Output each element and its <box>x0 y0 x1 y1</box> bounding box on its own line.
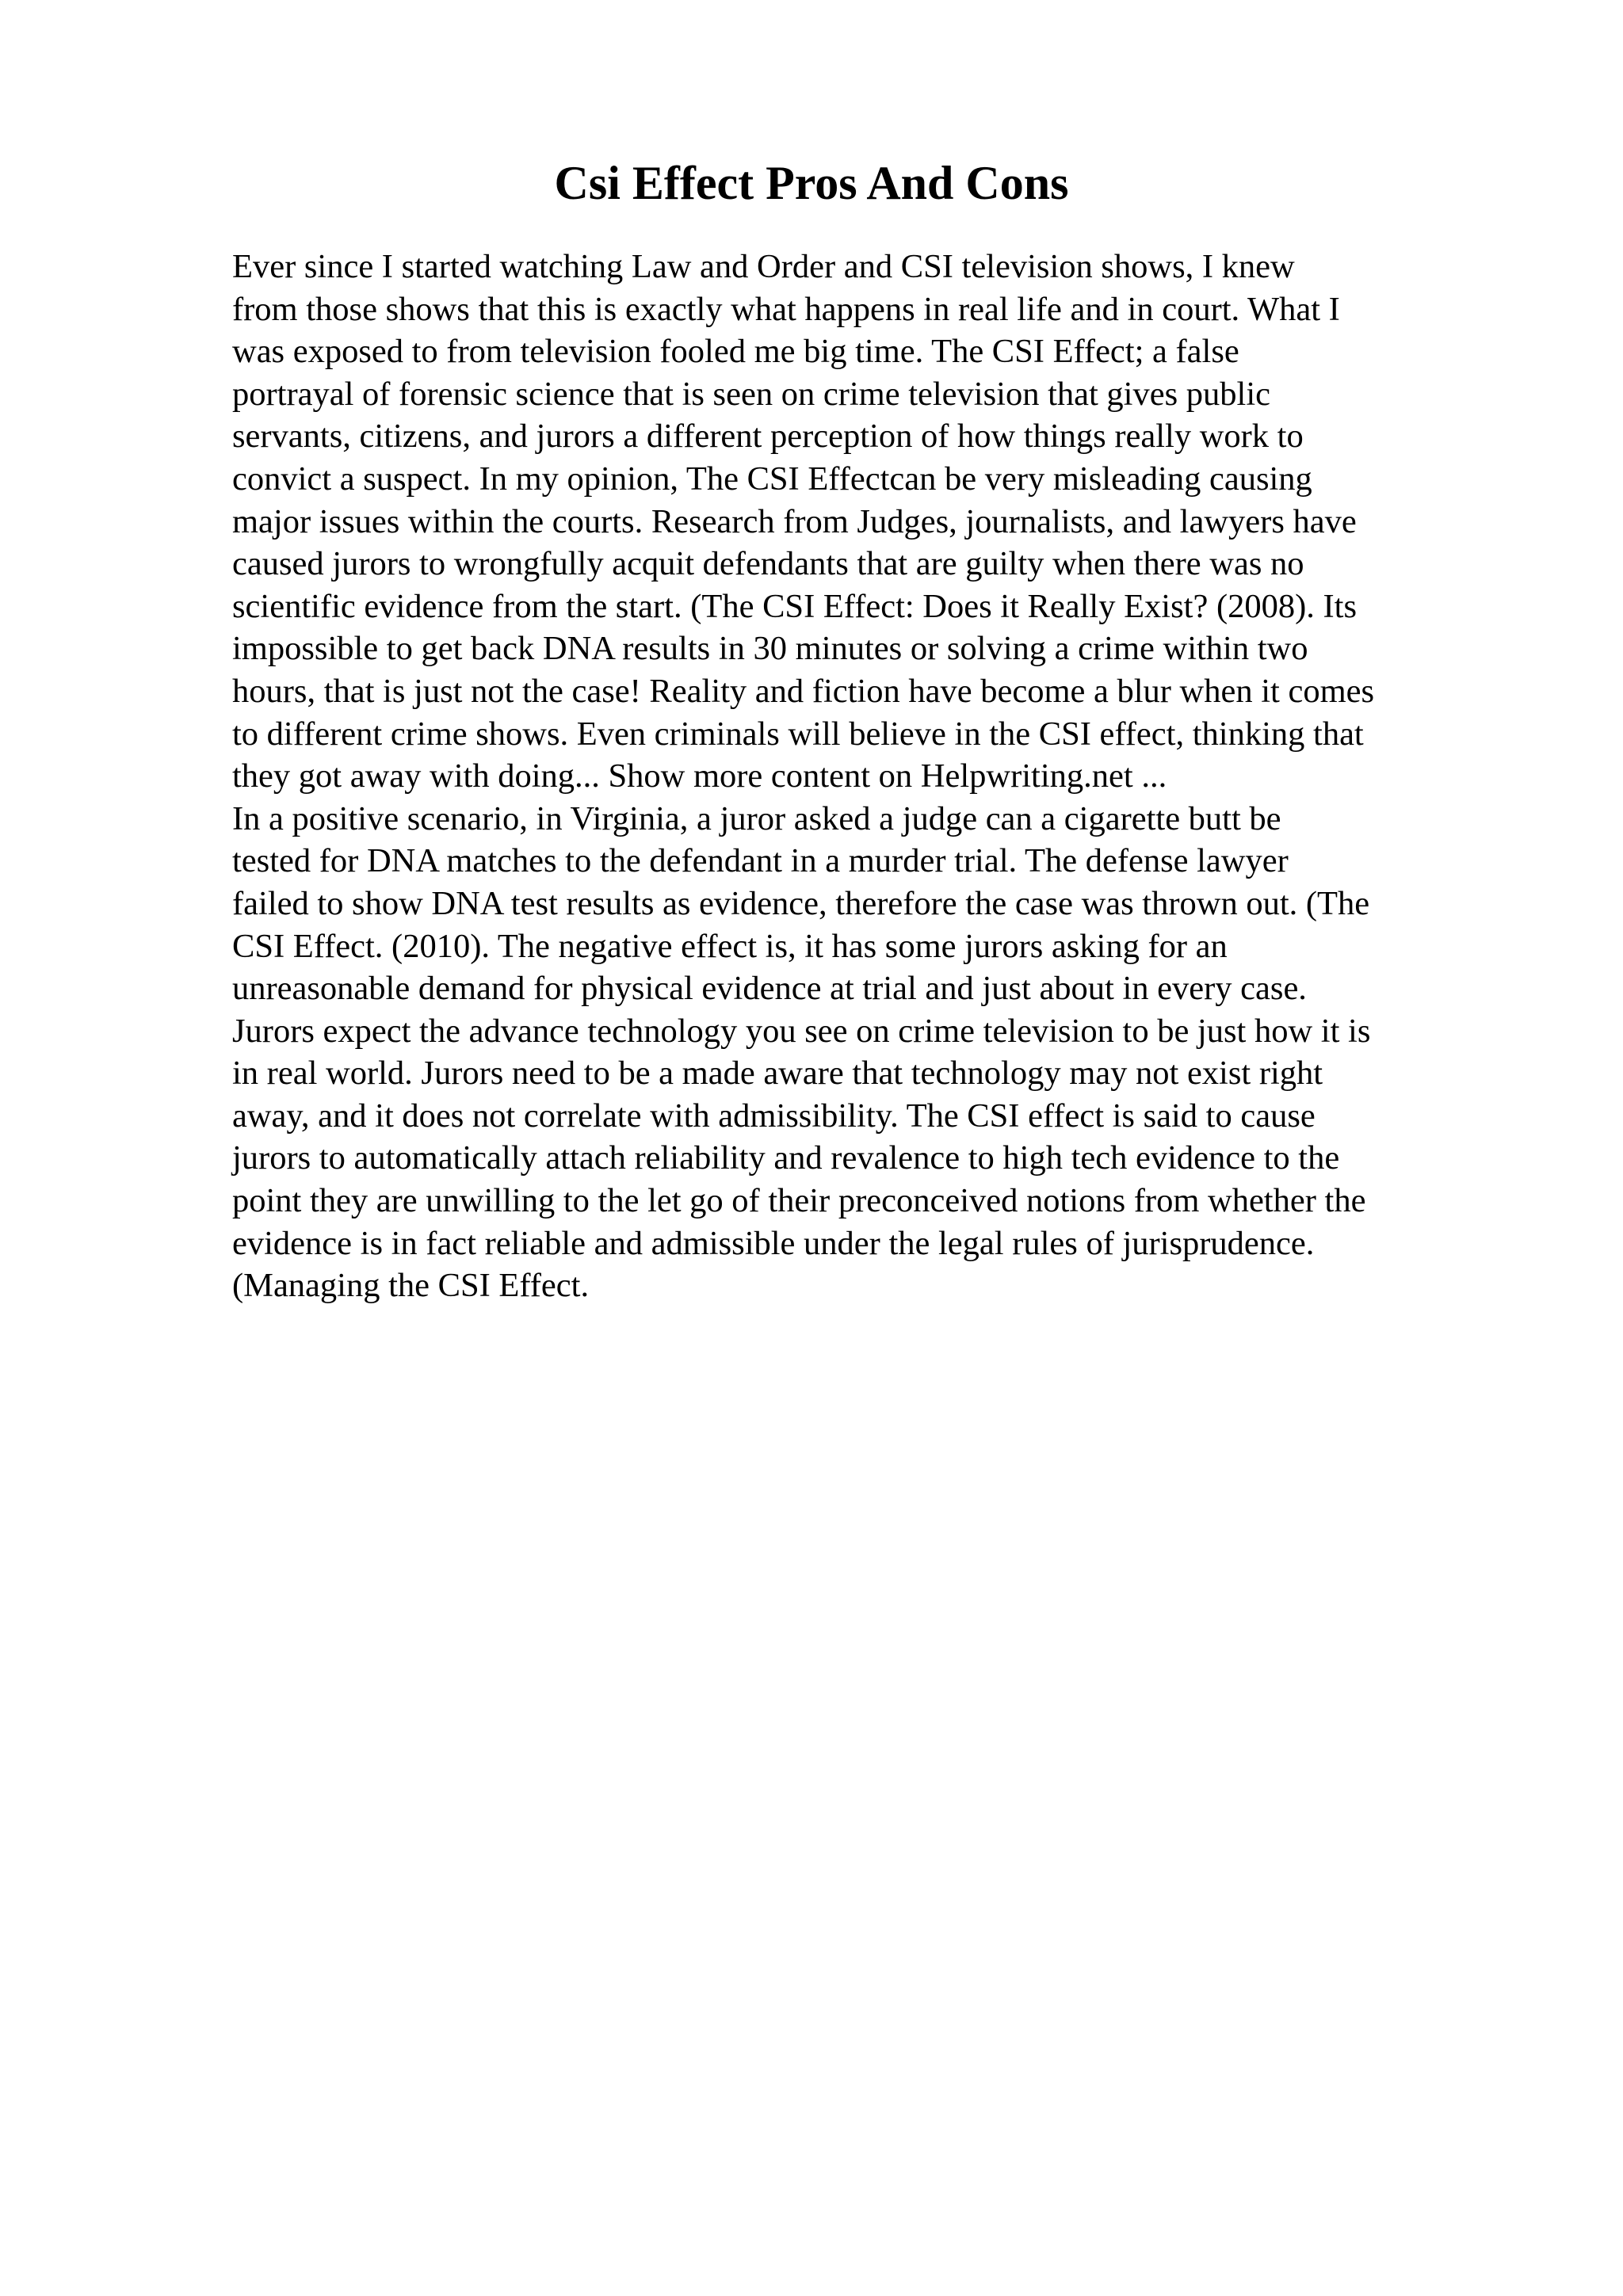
body-line: in real world. Jurors need to be a made aware that technology may not exist right <box>232 1055 1323 1093</box>
body-line: caused jurors to wrongfully acquit defendants that are guilty when there was no <box>232 545 1304 583</box>
body-line: jurors to automatically attach reliability and revalence to high tech evidence to the <box>232 1139 1340 1177</box>
body-line: they got away with doing... Show more content on Helpwriting.net ... <box>232 757 1167 795</box>
body-line: away, and it does not correlate with admissibility. The CSI effect is said to cause <box>232 1097 1316 1135</box>
body-line: Ever since I started watching Law and Order and CSI television shows, I knew <box>232 248 1295 285</box>
body-line: failed to show DNA test results as evidence, therefore the case was thrown out. (The <box>232 884 1370 922</box>
body-line: evidence is in fact reliable and admissible under the legal rules of jurisprudence. <box>232 1224 1315 1262</box>
body-line: tested for DNA matches to the defendant in a murder trial. The defense lawyer <box>232 842 1289 880</box>
body-line: from those shows that this is exactly what happens in real life and in court. What I <box>232 290 1340 328</box>
body-line: In a positive scenario, in Virginia, a juror asked a judge can a cigarette butt be <box>232 799 1281 837</box>
body-line: was exposed to from television fooled me big time. The CSI Effect; a false <box>232 333 1239 371</box>
body-line: point they are unwilling to the let go of their preconceived notions from whether the <box>232 1182 1366 1220</box>
body-line: Jurors expect the advance technology you see on crime television to be just how it is <box>232 1012 1371 1050</box>
body-line: impossible to get back DNA results in 30 minutes or solving a crime within two <box>232 630 1308 668</box>
body-line: convict a suspect. In my opinion, The CSI Effectcan be very misleading causing <box>232 460 1312 498</box>
body-line: to different crime shows. Even criminals will believe in the CSI effect, thinking that <box>232 715 1364 753</box>
body-line: hours, that is just not the case! Reality and fiction have become a blur when it comes <box>232 672 1375 710</box>
body-line: servants, citizens, and jurors a different perception of how things really work to <box>232 418 1304 456</box>
body-line: portrayal of forensic science that is seen on crime television that gives public <box>232 375 1270 413</box>
body-line: unreasonable demand for physical evidence at trial and just about in every case. <box>232 970 1307 1008</box>
body-line: (Managing the CSI Effect. <box>232 1267 590 1305</box>
body-line: major issues within the courts. Research from Judges, journalists, and lawyers have <box>232 502 1357 540</box>
body-line: CSI Effect. (2010). The negative effect is, it has some jurors asking for an <box>232 927 1228 965</box>
document-title: Csi Effect Pros And Cons <box>554 157 1069 209</box>
document-body <box>232 246 1500 1307</box>
body-line: scientific evidence from the start. (The CSI Effect: Does it Really Exist? (2008). Its <box>232 587 1357 625</box>
